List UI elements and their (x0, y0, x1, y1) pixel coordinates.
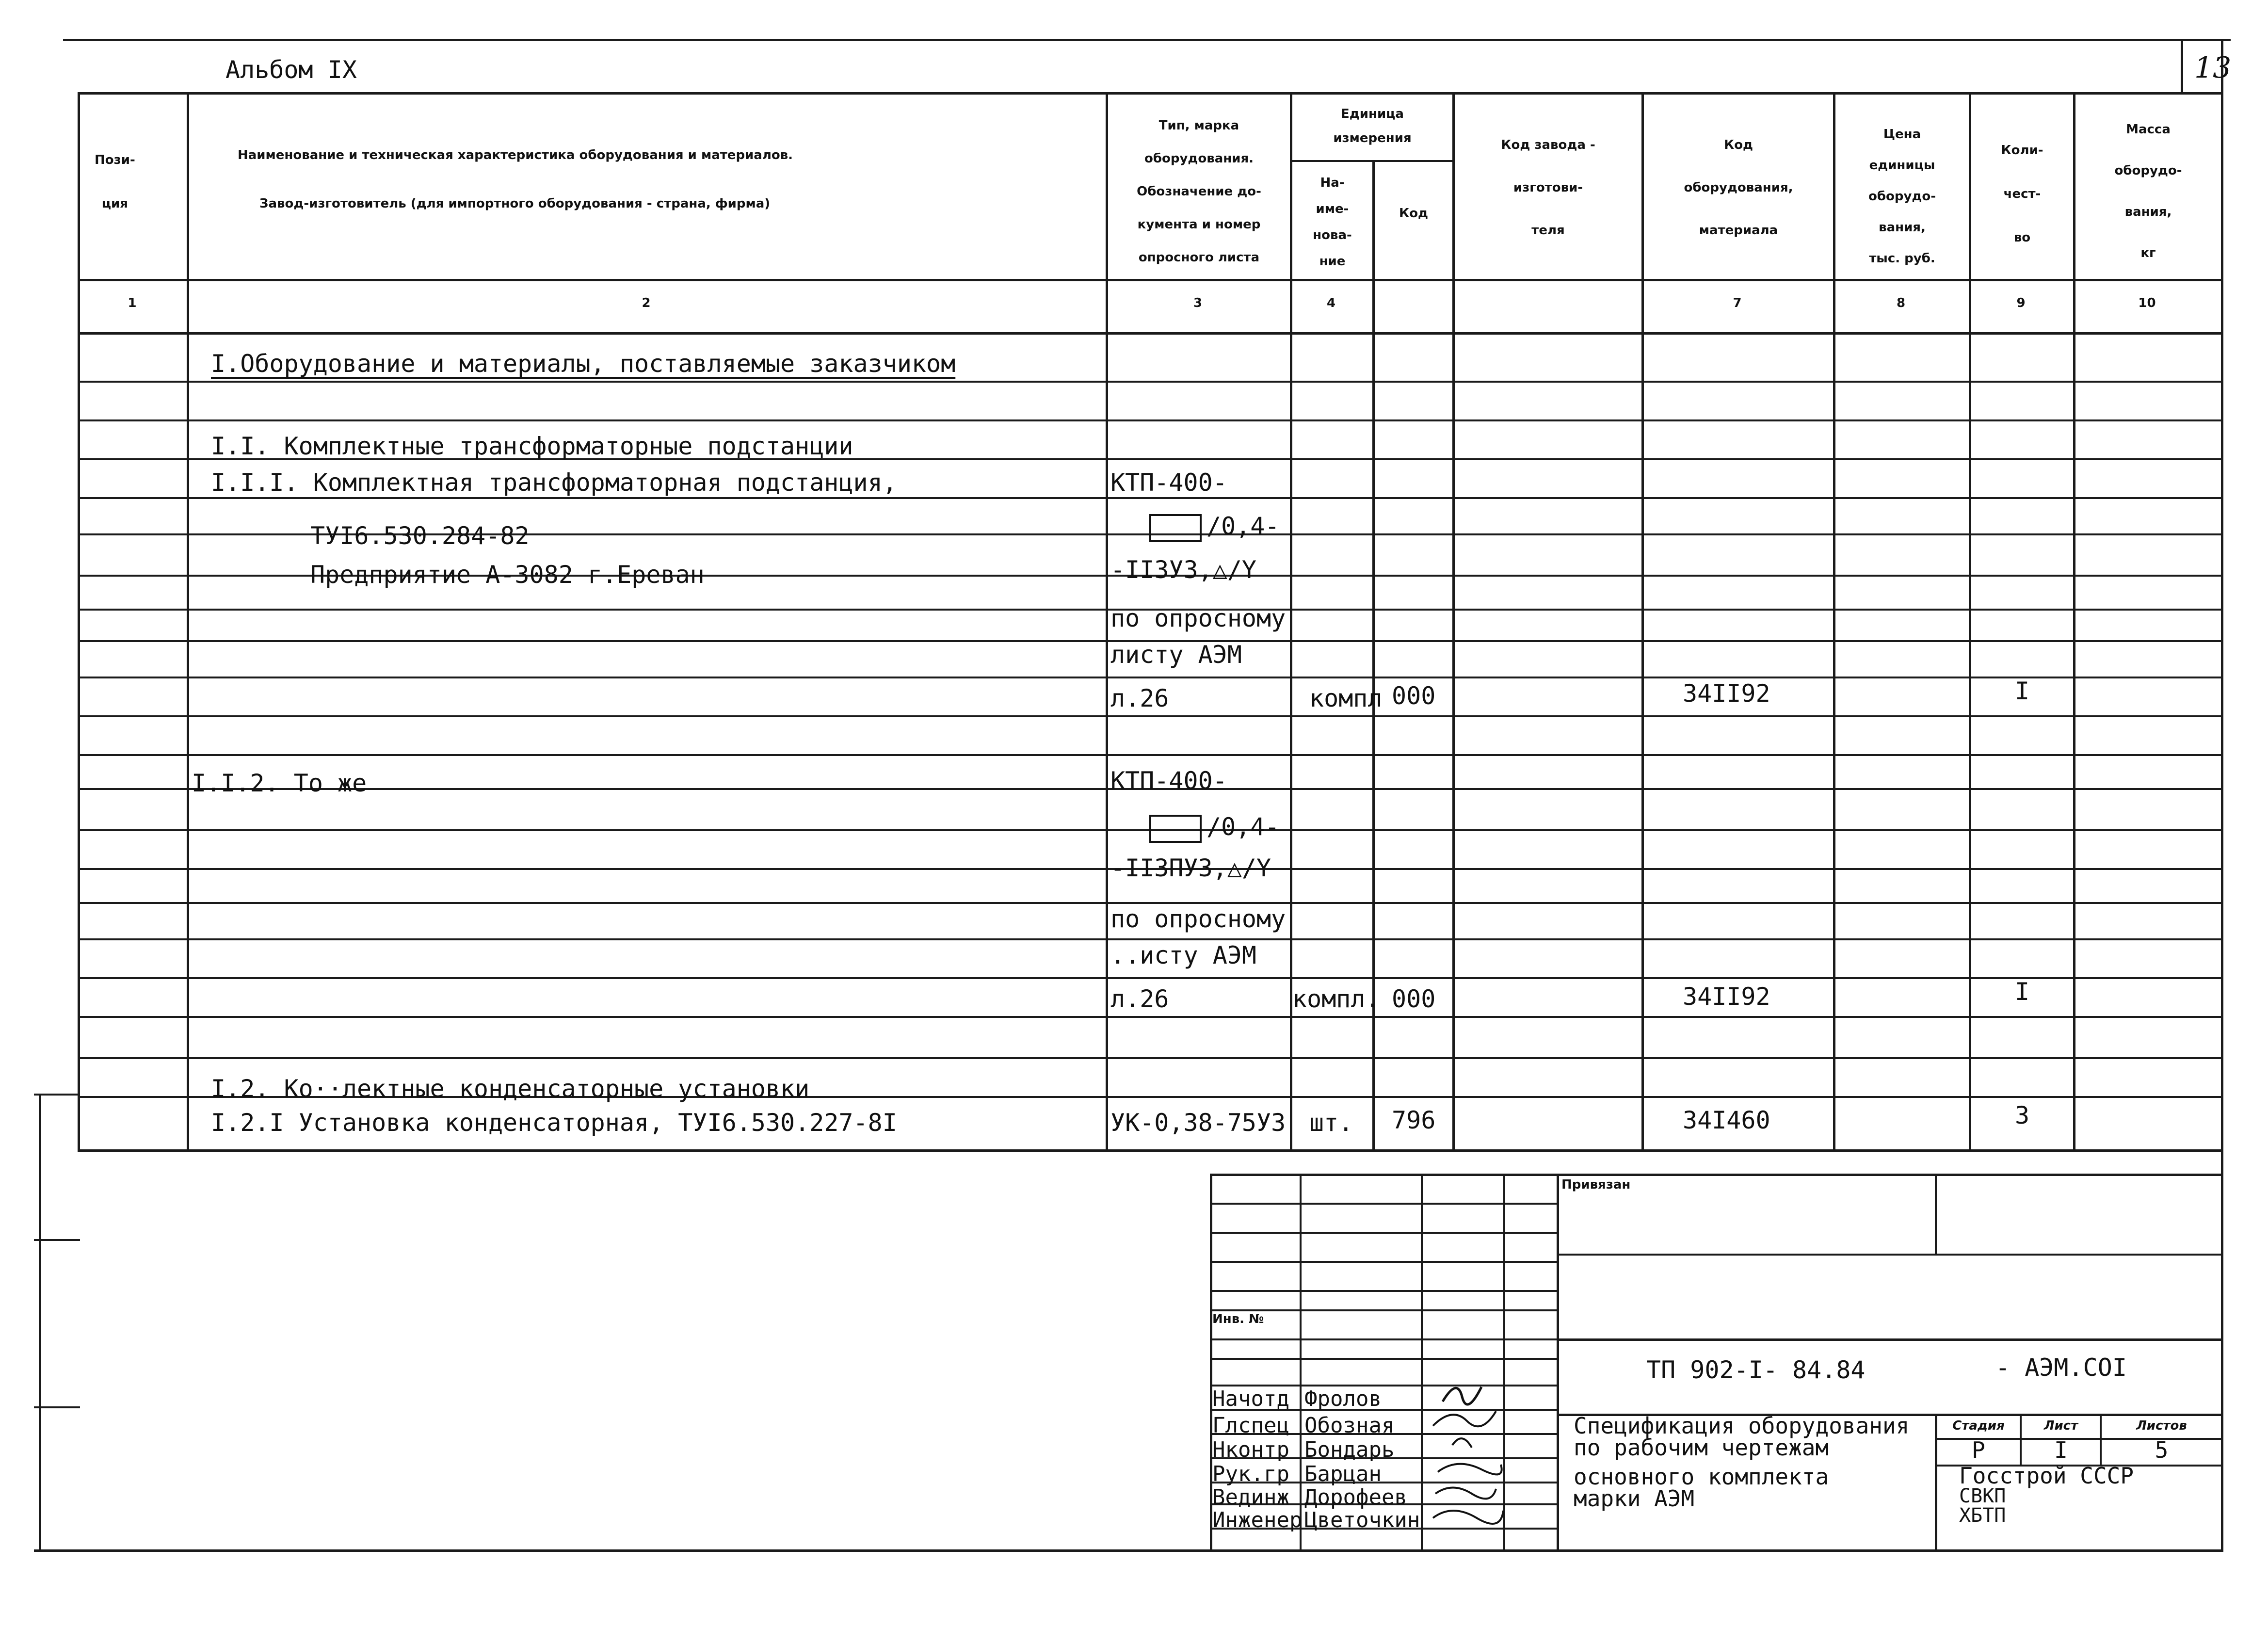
table-row-line (78, 977, 2221, 979)
stamp-stage-label: Стадия (1952, 1418, 2005, 1433)
stamp-title-3: основного комплекта (1574, 1464, 1829, 1490)
item-1-1-1-type-4: по опросному (1110, 604, 1286, 632)
album-label: Альбом IX (225, 56, 357, 84)
table-row-line (78, 381, 2221, 383)
item-1-1-1-type-5: листу АЭМ (1110, 641, 1242, 669)
item-1-1-2-type-6: л.26 (1110, 985, 1169, 1013)
person-role: Глспец (1212, 1413, 1289, 1438)
stamp-org-divider (1935, 1414, 1937, 1549)
left-margin-tick-2 (34, 1239, 80, 1241)
col-header-price: Цена единицы оборудо- вания, тыс. руб. (1868, 127, 1936, 266)
stamp-org-3: ХБТП (1959, 1504, 2006, 1527)
item-1-2-1-unit: шт. (1309, 1109, 1353, 1137)
left-margin-line (39, 1094, 41, 1549)
stamp-doc-mark: - АЭМ.СОI (1995, 1354, 2127, 1382)
item-1-1-1-type-1: КТП-400- (1110, 468, 1227, 497)
stamp-org-1: Госстрой СССР (1959, 1463, 2134, 1489)
person-name: Фролов (1304, 1386, 1382, 1411)
person-name: Дорофеев (1304, 1485, 1407, 1510)
item-1-2-1-equipment-code: 34I460 (1683, 1106, 1770, 1134)
table-row-line (78, 902, 2221, 904)
item-1-1-2-name: I.I.2. То же (192, 769, 367, 797)
item-1-1-2-type-1: КТП-400- (1110, 767, 1227, 795)
stamp-inv-label: Инв. № (1212, 1312, 1264, 1326)
col-header-unit-name: На- име- нова- ние (1313, 176, 1352, 269)
col-line-0 (78, 92, 80, 1149)
subsection-1-2-title: I.2. Ко··лектные конденсаторные установки (211, 1075, 810, 1103)
col-numbers-bottom-line (78, 332, 2221, 335)
signatures-icon (1423, 1372, 1506, 1549)
item-1-1-2-type-2: /0,4- (1206, 813, 1280, 841)
section-1-title: I.Оборудование и материалы, поставляемые заказчиком (211, 350, 956, 378)
item-1-1-2-unit: компл. (1292, 985, 1380, 1013)
person-name: Цветочкин (1304, 1508, 1420, 1532)
subsection-1-1-title: I.I. Комплектные трансформаторные подстанции (211, 432, 853, 460)
stamp-col-2 (1421, 1174, 1423, 1549)
stamp-stage-col-1 (2020, 1414, 2022, 1465)
stamp-privyazan-bottom (1557, 1254, 2221, 1256)
col-header-quantity: Коли- чест- во (2001, 143, 2043, 245)
item-1-2-1-name: I.2.I Установка конденсаторная, ТУI6.530.227-8I (211, 1109, 897, 1137)
item-1-2-1-unit-code: 796 (1392, 1106, 1436, 1134)
item-1-2-1-type: УК-0,38-75У3 (1110, 1109, 1286, 1137)
table-row-line (78, 754, 2221, 756)
stamp-sheets-label: Листов (2136, 1418, 2187, 1433)
person-role: Нконтр (1212, 1437, 1289, 1462)
stamp-stage-col-2 (2100, 1414, 2102, 1465)
col-header-unit-code: Код (1399, 206, 1429, 221)
person-name: Обозная (1304, 1413, 1395, 1438)
item-1-1-1-quantity: I (2015, 677, 2030, 705)
table-row-line (78, 677, 2221, 678)
frame-right-line (2221, 39, 2223, 1552)
col-line-2 (1106, 92, 1108, 1149)
stamp-privyazan: Привязан (1561, 1177, 1631, 1192)
col-line-1 (187, 92, 189, 1149)
item-1-1-2-type-3: -II3ПУ3,△/Y (1110, 854, 1271, 882)
page-number: 13 (2194, 51, 2232, 85)
stamp-title-2: по рабочим чертежам (1574, 1434, 1829, 1461)
person-role: Вединж (1212, 1485, 1289, 1510)
blank-box-icon (1149, 815, 1202, 843)
col-header-type: Тип, марка оборудования. Обозначение до- кумента и номер опросного листа (1137, 118, 1261, 265)
item-1-1-2-quantity: I (2015, 978, 2030, 1006)
item-1-1-2-type-5: ..исту АЭМ (1110, 941, 1257, 969)
stamp-row-line (1210, 1232, 1557, 1234)
item-1-1-2-unit-code: 000 (1392, 985, 1436, 1013)
frame-bottom-line (34, 1549, 2223, 1552)
col-header-unit-group: Единица измерения (1333, 107, 1412, 145)
stamp-row-line (1210, 1358, 1557, 1360)
item-1-1-1-name: I.I.I. Комплектная трансформаторная подстанция, (211, 468, 897, 497)
table-top-line (78, 92, 2221, 95)
col-number-4: 4 (1326, 296, 1336, 310)
col-number-7: 7 (1733, 296, 1742, 310)
table-row-line (78, 419, 2221, 421)
col-header-equipment-code: Код оборудования, материала (1684, 138, 1793, 238)
table-bottom-line (78, 1149, 2221, 1152)
stamp-top-line (1210, 1174, 2221, 1176)
col-number-2: 2 (642, 296, 651, 310)
stamp-doc-code: ТП 902-I- 84.84 (1646, 1356, 1866, 1384)
item-1-1-1-type-2: /0,4- (1206, 512, 1280, 540)
col-number-1: 1 (128, 296, 137, 310)
table-row-line (78, 1016, 2221, 1018)
item-1-1-1-unit: компл (1309, 684, 1383, 712)
col-header-name-line2: Завод-изготовитель (для импортного оборудования - страна, фирма) (259, 196, 771, 211)
table-row-line (78, 715, 2221, 717)
col-number-10: 10 (2138, 296, 2156, 310)
stamp-row-line (1210, 1261, 1557, 1263)
stamp-org-2: СВКП (1959, 1485, 2006, 1507)
item-1-1-1-type-3: -II3У3,△/Y (1110, 556, 1257, 584)
col-number-8: 8 (1896, 296, 1906, 310)
person-role: Инженер (1212, 1508, 1303, 1532)
item-1-1-2-equipment-code: 34II92 (1683, 983, 1770, 1011)
stamp-sheets: 5 (2155, 1437, 2169, 1463)
table-row-line (78, 1057, 2221, 1059)
person-role: Рук.гр (1212, 1462, 1289, 1486)
person-role: Начотд (1212, 1386, 1289, 1411)
stamp-title-4: марки АЭМ (1574, 1485, 1695, 1512)
unit-subheader-line (1290, 160, 1452, 162)
left-margin-tick-1 (34, 1094, 80, 1096)
item-1-1-1-unit-code: 000 (1392, 682, 1436, 710)
col-header-factory-code: Код завода - изготови- теля (1501, 138, 1595, 238)
col-header-mass: Масса оборудо- вания, кг (2114, 122, 2182, 260)
item-1-1-1-maker: Предприятие А-3082 г.Ереван (310, 561, 705, 589)
col-number-9: 9 (2016, 296, 2026, 310)
item-1-2-1-quantity: 3 (2015, 1101, 2030, 1129)
stamp-code-top (1557, 1338, 2221, 1341)
person-name: Бондарь (1304, 1437, 1395, 1462)
person-name: Барцан (1304, 1462, 1382, 1486)
stamp-row-line (1210, 1290, 1557, 1292)
header-bottom-line (78, 279, 2221, 281)
item-1-1-1-type-6: л.26 (1110, 684, 1169, 712)
col-number-3: 3 (1193, 296, 1203, 310)
stamp-stage: Р (1972, 1437, 1985, 1463)
col-header-position: Пози- ция (95, 153, 135, 211)
stamp-privyazan-divider (1935, 1174, 1937, 1254)
stamp-col-1 (1300, 1174, 1302, 1549)
stamp-title-1: Спецификация оборудования (1574, 1413, 1910, 1439)
table-row-line (78, 938, 2221, 940)
stamp-row-line (1210, 1338, 1557, 1340)
stamp-row-line (1210, 1309, 1557, 1311)
left-margin-tick-3 (34, 1406, 80, 1408)
blank-box-icon (1149, 514, 1202, 542)
item-1-1-1-equipment-code: 34II92 (1683, 679, 1770, 708)
col-header-name-line1: Наименование и техническая характеристика оборудования и материалов. (238, 148, 793, 162)
stamp-sheet-label: Лист (2043, 1418, 2078, 1433)
item-1-1-1-tu: ТУI6.530.284-82 (310, 522, 530, 550)
stamp-col-4 (1557, 1174, 1559, 1549)
page-number-divider (2181, 39, 2183, 93)
frame-top-line (63, 39, 2231, 41)
table-row-line (78, 497, 2221, 499)
item-1-1-2-type-4: по опросному (1110, 905, 1286, 933)
stamp-row-line (1210, 1203, 1557, 1205)
stamp-sheet: I (2054, 1437, 2068, 1463)
